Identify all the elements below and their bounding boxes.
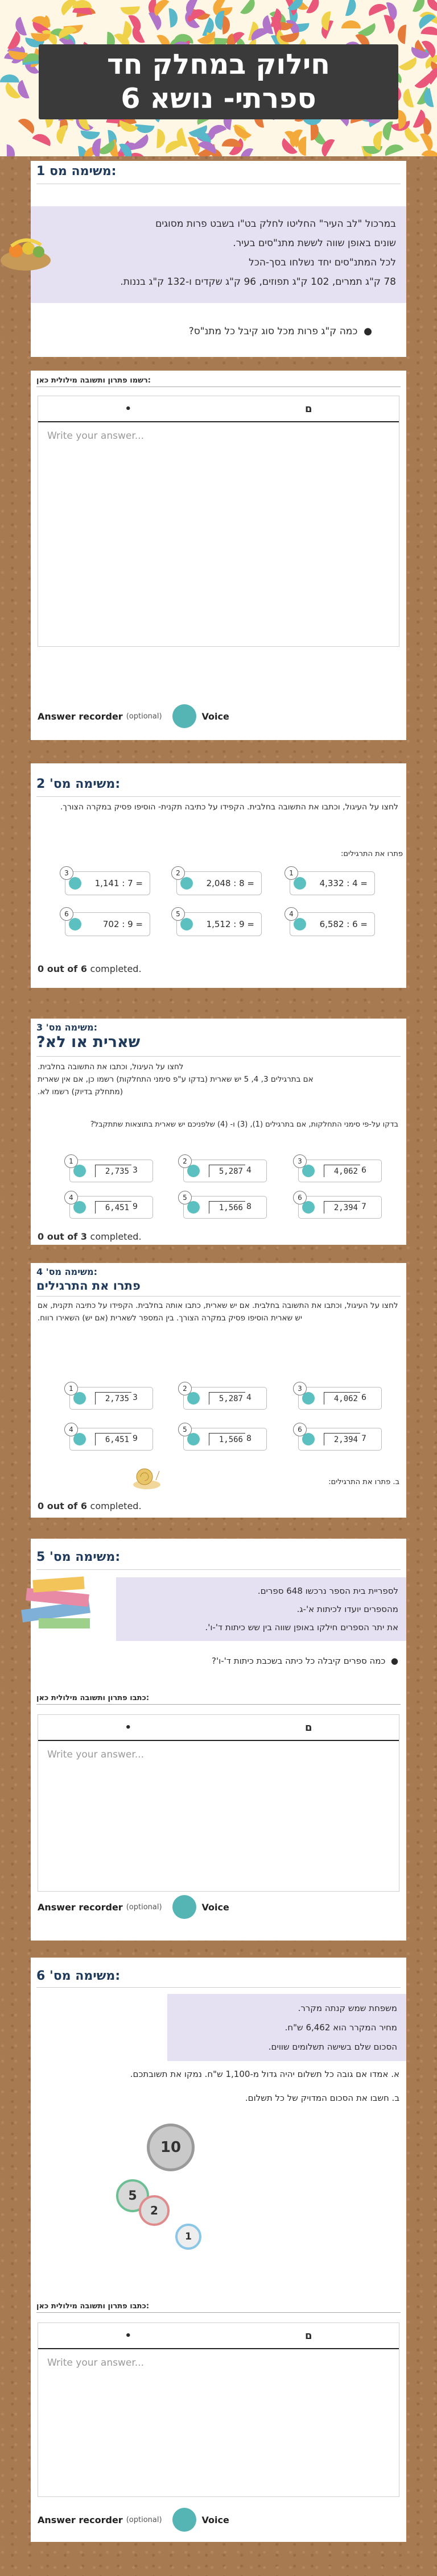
bullet: ● (357, 326, 372, 337)
dividend: 5,287 (209, 1165, 245, 1177)
dividend: 4,062 (324, 1165, 360, 1177)
leaf-decoration (381, 120, 393, 140)
task1-story (31, 206, 406, 303)
task6-answer-label: כתבו פתרון ותשובה מילולית כאן: (36, 2302, 150, 2311)
task2-progress (38, 963, 142, 974)
divisor: 3 (133, 1393, 138, 1402)
divisor: 3 (133, 1166, 138, 1175)
task3-progress-count: 0 out of 3 (38, 1231, 87, 1242)
leaf-decoration (383, 142, 404, 156)
task1-card (31, 161, 406, 357)
answer-circle-button[interactable] (69, 918, 81, 930)
format-button[interactable]: ם (304, 1721, 312, 1734)
task1-story-line4: 78 ק"ג תמרים, 102 ק"ג תפוזים, 96 ק"ג שקדים ו-132 ק"ג בננות. (120, 276, 396, 288)
division-box[interactable] (183, 1196, 267, 1219)
task5-answer-label: כתבו פתרון ותשובה מילולית כאן: (36, 1694, 150, 1702)
task6-recorder (38, 2508, 229, 2532)
task3-instr1: לחצו על העיגול, וכתבו את התשובה בחלבית. (38, 1062, 184, 1071)
dividend: 5,287 (209, 1392, 245, 1405)
task4-instructions: לחצו על העיגול, וכתבו את התשובה בחלבית. אם יש שארית, כתבו אותה בחלבית. הקפידו על כתיבה תקנית, אם יש שארית הוסיפו פסיק במקרה הצורך. בין המספר לשארית (אם יש) השאירו רווח. (38, 1301, 398, 1323)
task1-story-line3: לכל המתנ"סים יחד נשלחו בסך-הכל (249, 257, 396, 268)
task5-question-text: כמה ספרים קיבלה כל כיתה בשכבת כיתות ד'-ו'? (212, 1656, 386, 1666)
task4-card (31, 1263, 406, 1518)
exercise-number: 5 (171, 907, 185, 921)
leaf-decoration (169, 7, 179, 27)
task4-progress-label: completed. (90, 1501, 142, 1511)
task4-progress (38, 1501, 142, 1511)
bullet: ● (385, 1656, 398, 1666)
divisor: 7 (361, 1434, 366, 1443)
voice-record-button[interactable] (172, 2508, 196, 2532)
task5-story (116, 1577, 406, 1641)
task5-answer-card (31, 1684, 406, 1941)
exercise-box[interactable] (176, 912, 262, 936)
leaf-decoration (366, 1, 387, 16)
division-box[interactable] (183, 1157, 267, 1182)
task5-story-line2: מהספרים יועדו לכיתות א'-ג. (296, 1604, 398, 1614)
fruit-bowl-icon (0, 229, 54, 275)
exercise-expression: 1,141 : 7 = (94, 878, 143, 888)
task6-answer-card (31, 2285, 406, 2542)
task2-instructions: לחצו על העיגול, וכתבו את התשובה בחלבית. הקפידו על כתיבה תקנית- הוסיפו פסיק במקרה הצורך. (60, 803, 398, 812)
exercise-number: 4 (285, 907, 298, 921)
leaf-decoration (18, 115, 38, 134)
task1-answer-label: רשמו פתרון ותשובה מילולית כאן: (36, 376, 151, 385)
task3-title-big: שארית או לא? (36, 1033, 141, 1051)
leaf-decoration (0, 74, 19, 83)
format-button[interactable]: ם (304, 2329, 312, 2342)
division-box[interactable] (298, 1428, 382, 1451)
exercise-number: 6 (293, 1191, 307, 1204)
recorder-optional: (optional) (126, 1902, 162, 1912)
task4-note: ב. פתרו את התרגילים: (328, 1478, 399, 1486)
title-box (39, 44, 398, 119)
divisor: 4 (246, 1393, 252, 1402)
division-box[interactable] (69, 1196, 153, 1219)
task6-card (31, 1958, 406, 2286)
divisor: 6 (361, 1166, 366, 1175)
divisor: 8 (246, 1434, 252, 1443)
exercise-number: 2 (178, 1382, 192, 1395)
task3-progress (38, 1231, 142, 1242)
task3-instr2: אם בתרגילים 3, 4, 5 יש שארית (בדקו ע"פ סימני התחלקות) רשמו כן, אם אין שארית (38, 1075, 314, 1084)
exercise-number: 1 (285, 866, 298, 880)
leaf-decoration (129, 25, 145, 46)
answer-circle-button[interactable] (187, 1433, 200, 1445)
books-icon (16, 1574, 101, 1636)
exercise-number: 5 (178, 1423, 192, 1436)
exercise-expression: 4,332 : 4 = (319, 878, 368, 888)
answer-circle-button[interactable] (302, 1392, 315, 1405)
divisor: 9 (133, 1434, 138, 1443)
task6-story (167, 1994, 406, 2061)
voice-record-button[interactable] (172, 704, 196, 728)
voice-label: Voice (201, 1901, 229, 1913)
task5-answer-input[interactable]: Write your answer... (47, 1749, 144, 1760)
answer-circle-button[interactable] (187, 1201, 200, 1214)
exercise-box[interactable] (290, 871, 375, 895)
recorder-label: Answer recorder (38, 1901, 123, 1913)
task2-title: משימה מס' 2: (36, 777, 121, 791)
exercise-box[interactable] (65, 912, 150, 936)
exercise-number: 3 (293, 1154, 307, 1168)
task6-story-line2: מחיר המקרר הוא 6,462 ש"ח. (285, 2022, 397, 2033)
exercise-box[interactable] (65, 871, 150, 895)
exercise-number: 3 (293, 1382, 307, 1395)
recorder-optional: (optional) (126, 712, 162, 721)
bullet-list-button[interactable]: • (125, 1721, 131, 1734)
dividend: 2,735 (95, 1392, 131, 1405)
exercise-number: 6 (60, 907, 73, 921)
task6-question-a: א. אמדו אם גובה כל תשלום יהיה גדול מ-1,100 ש"ח. נמקו את תשובתכם. (130, 2069, 399, 2079)
exercise-number: 4 (64, 1191, 78, 1204)
divisor: 7 (361, 1202, 366, 1211)
task4-title-small: משימה מס' 4: (36, 1266, 98, 1277)
task5-question (212, 1656, 398, 1666)
task5-title: משימה מס' 5: (36, 1550, 121, 1564)
answer-circle-button[interactable] (294, 877, 306, 890)
divisor: 6 (361, 1393, 366, 1402)
answer-circle-button[interactable] (73, 1392, 86, 1405)
task6-story-line1: משפחת שמש קנתה מקרר. (298, 2003, 397, 2013)
dividend: 1,566 (209, 1201, 245, 1214)
exercise-expression: 2,048 : 8 = (206, 878, 254, 888)
exercise-number: 2 (178, 1154, 192, 1168)
task1-answer-card (31, 371, 406, 740)
recorder-optional: (optional) (126, 2515, 162, 2524)
leaf-decoration (92, 138, 101, 156)
bullet-list-button[interactable]: • (125, 2329, 131, 2342)
exercise-box[interactable] (290, 912, 375, 936)
answer-toolbar (38, 2323, 399, 2349)
page-title-line2: ספרתי- נושא 6 (121, 82, 316, 115)
dividend: 6,451 (95, 1201, 131, 1214)
exercise-number: 1 (64, 1382, 78, 1395)
task6-question-b: ב. חשבו את הסכום המדויק של כל תשלום. (245, 2093, 399, 2103)
task6-answer-input[interactable]: Write your answer... (47, 2357, 144, 2369)
answer-circle-button[interactable] (73, 1201, 86, 1214)
answer-toolbar (38, 396, 399, 422)
leaf-decoration (397, 24, 406, 44)
answer-circle-button[interactable] (302, 1433, 315, 1445)
task5-answer-box[interactable] (38, 1714, 399, 1892)
task1-question (189, 326, 372, 337)
answer-circle-button[interactable] (302, 1165, 315, 1177)
task6-answer-box[interactable] (38, 2322, 399, 2497)
dividend: 2,735 (95, 1165, 131, 1177)
task3-card (31, 1019, 406, 1245)
task2-card (31, 763, 406, 988)
dividend: 2,394 (324, 1201, 360, 1214)
leaf-decoration (122, 21, 133, 41)
answer-circle-button[interactable] (69, 877, 81, 890)
leaf-decoration (121, 6, 141, 15)
task1-story-line2: שונים באופן שווה לששת מתנ"סים בעיר. (233, 238, 396, 249)
task4-progress-count: 0 out of 6 (38, 1501, 87, 1511)
task6-title: משימה מס' 6: (36, 1969, 121, 1983)
task3-sub: בדקו על-פי סימני התחלקות, אם בתרגילים (1), (3) ו- (4) שלפניכם יש שארית בתוצאות שתתקבל? (90, 1120, 398, 1129)
exercise-box[interactable] (176, 871, 262, 895)
exercise-expression: 6,582 : 6 = (319, 919, 368, 929)
division-box[interactable] (183, 1428, 267, 1451)
task1-recorder (38, 704, 229, 728)
answer-circle-button[interactable] (187, 1165, 200, 1177)
recorder-label: Answer recorder (38, 2514, 123, 2525)
task1-answer-input[interactable]: Write your answer... (47, 430, 144, 442)
answer-circle-button[interactable] (302, 1201, 315, 1214)
task1-answer-box[interactable] (38, 396, 399, 647)
answer-circle-button[interactable] (180, 918, 193, 930)
leaf-decoration (298, 136, 307, 156)
answer-circle-button[interactable] (73, 1433, 86, 1445)
leaf-decoration (399, 57, 420, 74)
format-button[interactable]: ם (304, 402, 312, 415)
divisor: 8 (246, 1202, 252, 1211)
answer-toolbar (38, 1715, 399, 1741)
task6-story-line3: הסכום שלם בשישה תשלומים שווים. (268, 2042, 397, 2052)
leaf-decoration (7, 144, 15, 156)
division-box[interactable] (69, 1428, 153, 1451)
exercise-number: 4 (64, 1423, 78, 1436)
division-box[interactable] (298, 1196, 382, 1219)
dividend: 1,566 (209, 1433, 245, 1445)
division-box[interactable] (69, 1157, 153, 1182)
exercise-expression: 1,512 : 9 = (206, 919, 254, 929)
task5-card (31, 1539, 406, 1684)
leaf-decoration (345, 0, 358, 18)
division-box[interactable] (298, 1387, 382, 1410)
exercise-expression: 702 : 9 = (102, 919, 143, 929)
division-box[interactable] (69, 1387, 153, 1410)
coin-5-icon: 5 (116, 2179, 149, 2212)
task5-story-line3: את יתר הספרים חילקו באופן שווה בין שש כיתות ד'-ו'. (205, 1622, 398, 1632)
task3-instructions (38, 1061, 399, 1098)
task3-title-small: משימה מס' 3: (36, 1022, 98, 1033)
dividend: 2,394 (324, 1433, 360, 1445)
dividend: 4,062 (324, 1392, 360, 1405)
divisor: 4 (246, 1166, 252, 1175)
task5-story-line1: לספריית בית הספר נרכשו 648 ספרים. (257, 1586, 398, 1596)
leaf-decoration (156, 129, 166, 149)
division-box[interactable] (298, 1157, 382, 1182)
task3-progress-label: completed. (90, 1231, 142, 1242)
exercise-number: 2 (171, 866, 185, 880)
answer-circle-button[interactable] (73, 1165, 86, 1177)
leaf-decoration (32, 131, 53, 147)
dividend: 6,451 (95, 1433, 131, 1445)
leaf-decoration (240, 0, 258, 18)
coin-2-icon: 2 (139, 2195, 170, 2226)
exercise-number: 6 (293, 1423, 307, 1436)
task5-recorder (38, 1895, 229, 1919)
page-title-line1: חילוק במחלק חד (107, 48, 330, 81)
task2-sub: פתרו את התרגילים: (341, 850, 403, 858)
task1-question-text: כמה ק"ג פרות מכל סוג קיבל כל מתנ"ס? (188, 326, 358, 337)
leaf-decoration (341, 20, 361, 28)
answer-circle-button[interactable] (180, 877, 193, 890)
voice-record-button[interactable] (172, 1895, 196, 1919)
voice-label: Voice (201, 711, 229, 722)
exercise-number: 5 (178, 1191, 192, 1204)
exercise-number: 3 (60, 866, 73, 880)
task2-progress-label: completed. (90, 963, 142, 974)
snail-icon (131, 1463, 163, 1490)
answer-circle-button[interactable] (187, 1392, 200, 1405)
leaf-decoration (134, 124, 154, 134)
page-header (0, 0, 437, 156)
task3-instr3: (מתחלק בדיוק) רשמו לא. (38, 1087, 123, 1096)
coin-10-icon: 10 (147, 2124, 195, 2171)
leaf-decoration (54, 123, 68, 144)
task4-title-big: פתרו את התרגילים (36, 1279, 141, 1293)
task1-title: משימה מס 1: (36, 164, 117, 178)
bullet-list-button[interactable]: • (125, 402, 131, 415)
task2-progress-count: 0 out of 6 (38, 963, 87, 974)
exercise-number: 1 (64, 1154, 78, 1168)
coin-1-icon: 1 (175, 2224, 201, 2250)
leaf-decoration (420, 26, 437, 36)
division-box[interactable] (183, 1387, 267, 1410)
voice-label: Voice (201, 2514, 229, 2525)
answer-circle-button[interactable] (294, 918, 306, 930)
task1-story-line1: במרכול "לב העיר" החליטו לחלק בט"ו בשבט פרות מסוגים (155, 218, 396, 230)
divisor: 9 (133, 1202, 138, 1211)
leaf-decoration (401, 89, 414, 110)
recorder-label: Answer recorder (38, 711, 123, 722)
leaf-decoration (306, 0, 322, 16)
